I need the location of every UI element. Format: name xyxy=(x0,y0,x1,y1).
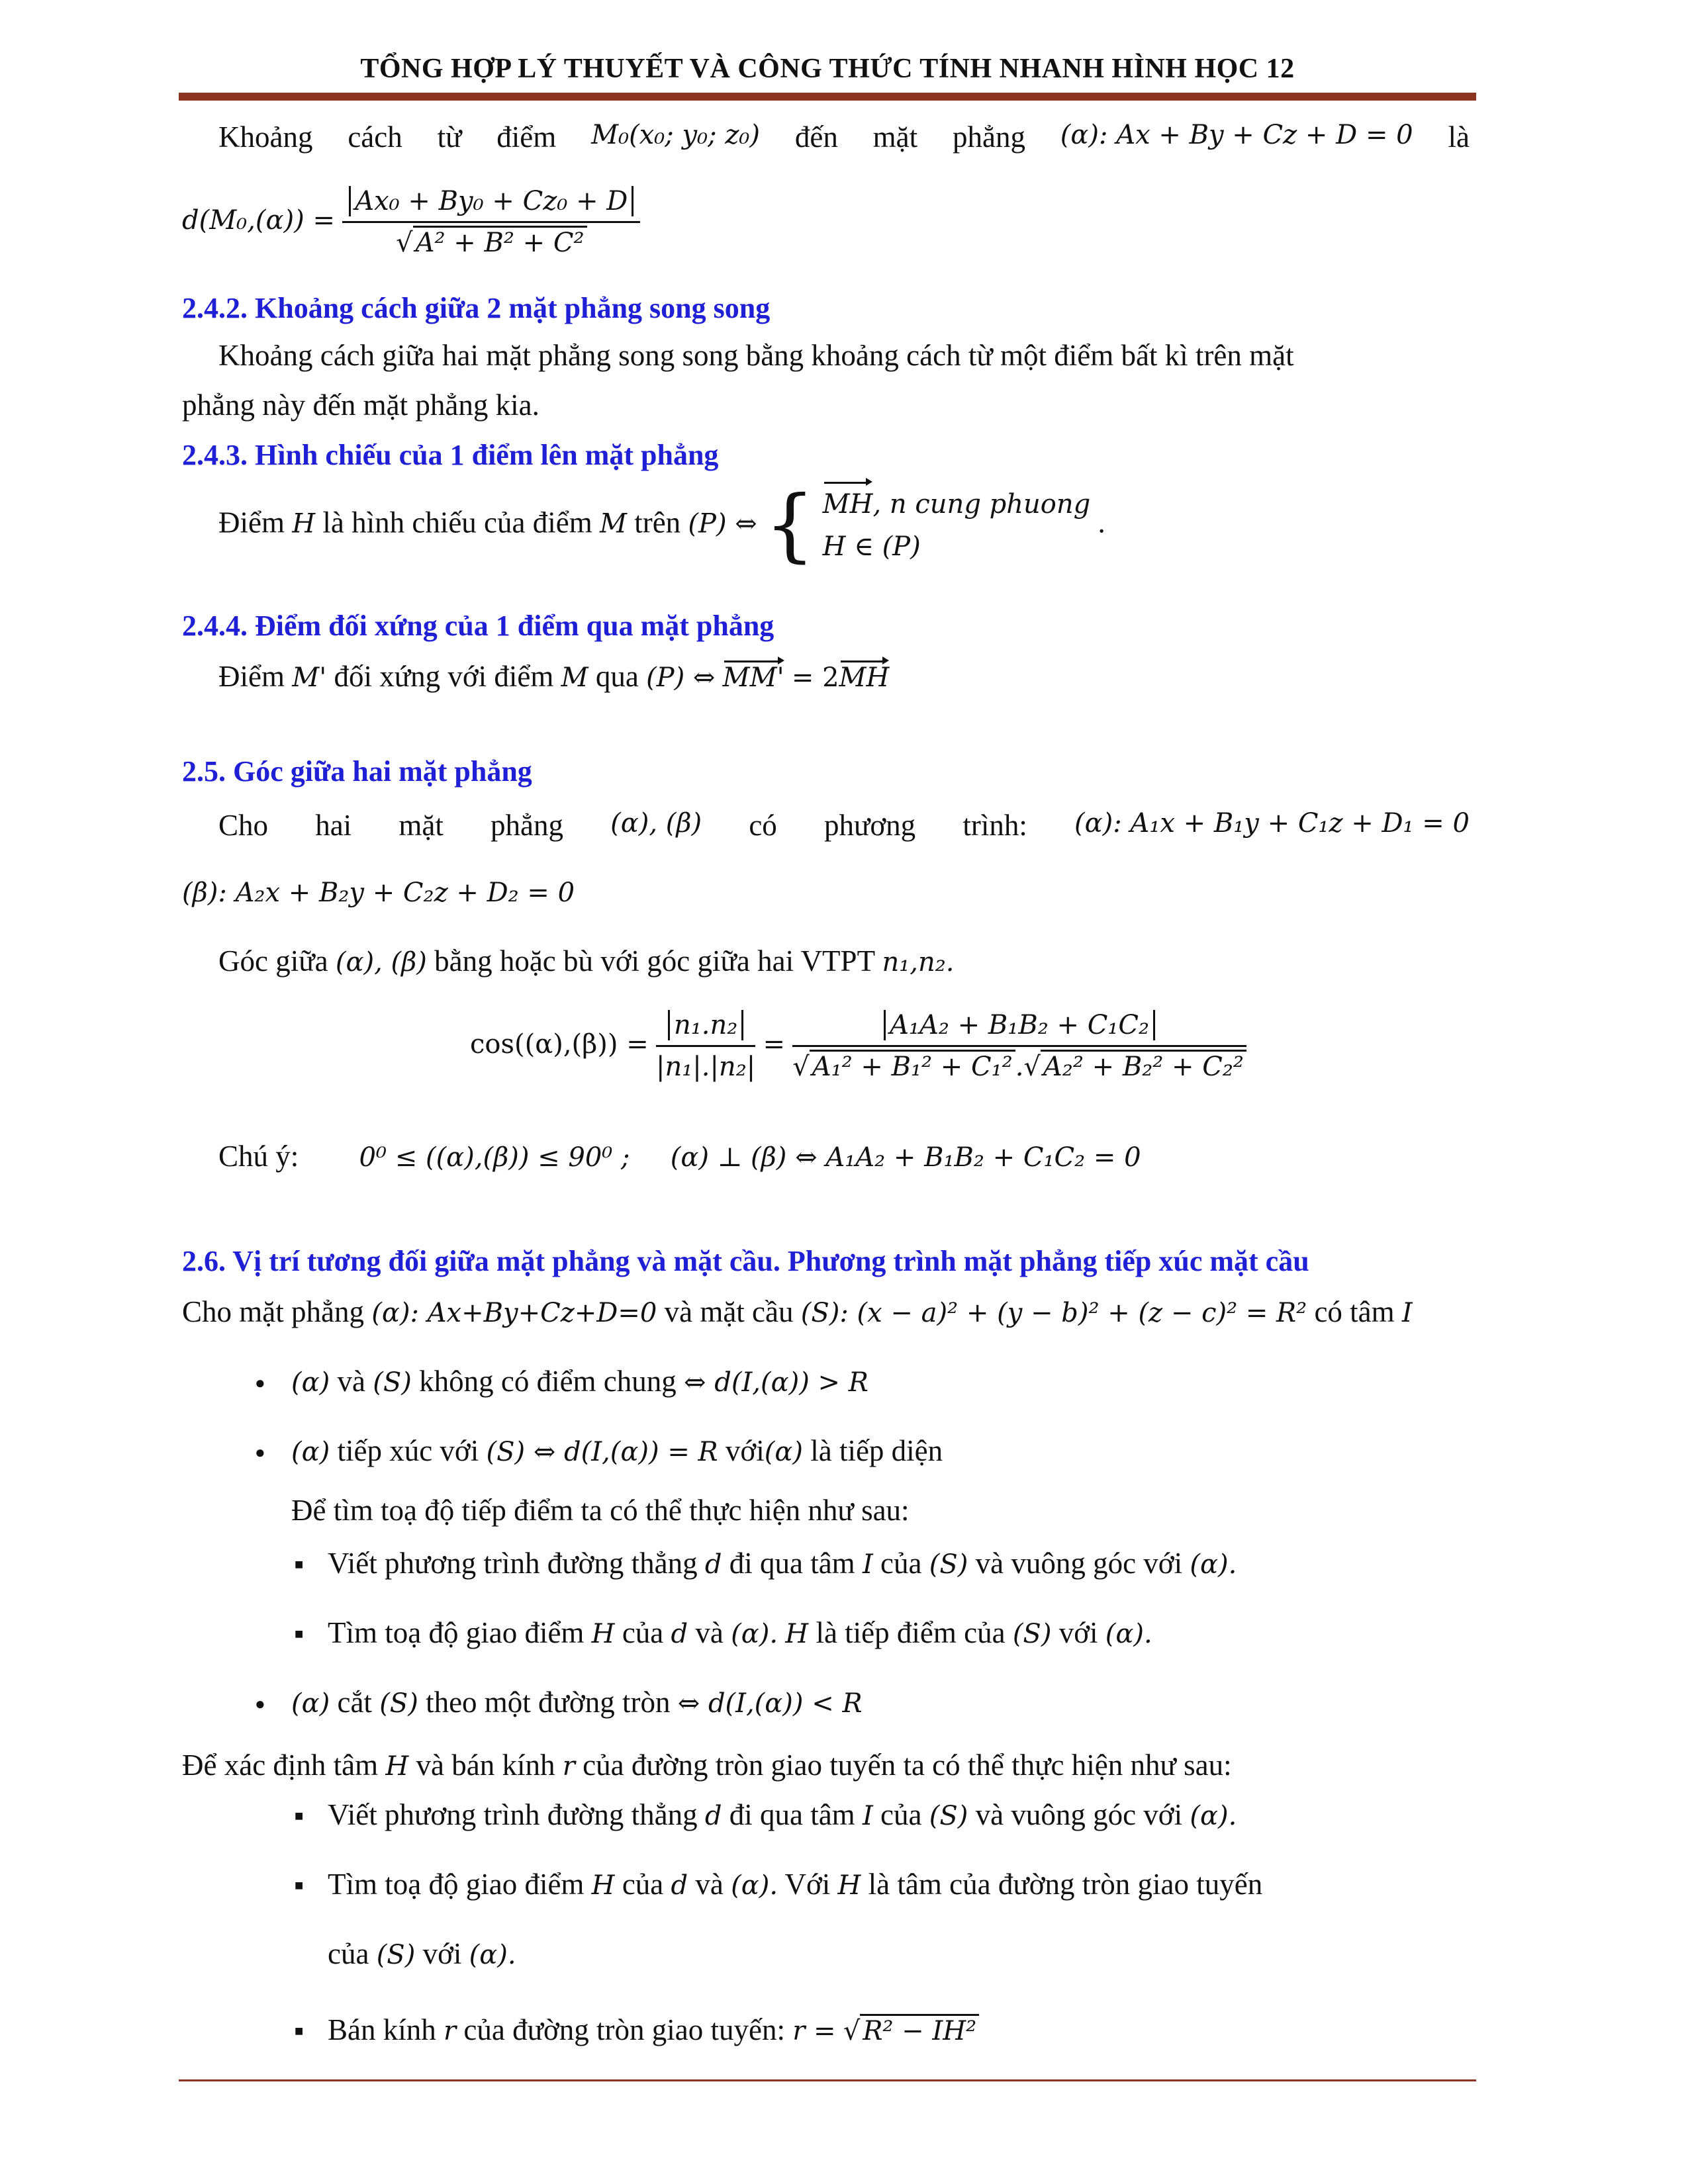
condition-1: , n cung phuong xyxy=(872,489,1091,520)
math: r = xyxy=(792,2016,836,2046)
perpendicular-condition: (α) ⊥ (β) ⇔ A₁A₂ + B₁B₂ + C₁C₂ = 0 xyxy=(670,1142,1141,1173)
cos-frac2-numerator: A₁A₂ + B₁B₂ + C₁C₂ xyxy=(884,1010,1155,1040)
text: Viết phương trình đường thẳng xyxy=(328,1798,698,1831)
cos-frac1-numerator: n₁.n₂ xyxy=(668,1010,743,1040)
equals-sign: = xyxy=(763,1028,785,1060)
text: và xyxy=(695,1868,724,1901)
text: của xyxy=(622,1868,664,1901)
math: (S) ⇔ d(I,(α)) = R xyxy=(486,1437,718,1467)
sphere-intro-line xyxy=(182,1294,1413,1330)
word: Cho xyxy=(218,809,269,842)
word: phẳng xyxy=(491,809,563,842)
math: (α). xyxy=(1105,1619,1152,1649)
math: (α) xyxy=(291,1688,330,1719)
math: I xyxy=(862,1549,873,1580)
word: đến xyxy=(794,120,838,154)
text: Điểm xyxy=(218,506,285,539)
symmetric-point-line xyxy=(218,659,889,694)
word: trình: xyxy=(962,809,1027,842)
parallel-planes-text-2: phẳng này đến mặt phẳng kia. xyxy=(182,388,539,422)
math: √ R² − IH² xyxy=(843,2014,979,2046)
text: của đường tròn giao tuyến: xyxy=(463,2013,785,2046)
text: tiếp xúc với xyxy=(337,1434,479,1467)
math: H xyxy=(591,1619,615,1649)
text: đi qua tâm xyxy=(729,1798,855,1831)
text: với xyxy=(1058,1616,1098,1649)
cos-frac2-denominator-a: A₁² + B₁² + C₁² xyxy=(810,1050,1015,1082)
text: đi qua tâm xyxy=(729,1547,855,1580)
heading-2-5: 2.5. Góc giữa hai mặt phẳng xyxy=(182,755,532,788)
heading-2-6: 2.6. Vị trí tương đối giữa mặt phẳng và mặt cầu. Phương trình mặt phẳng tiếp xúc mặt cầu xyxy=(182,1245,1309,1277)
math: (α). xyxy=(1190,1801,1237,1831)
text: và mặt cầu xyxy=(664,1295,794,1328)
math: (α). xyxy=(731,1619,778,1649)
math: I xyxy=(862,1801,873,1831)
text: là hình chiếu của điểm xyxy=(322,506,592,539)
step-find-circle-center-cont xyxy=(328,1936,516,1972)
distance-formula xyxy=(182,185,640,259)
plane-equation: (α): Ax + By + Cz + D = 0 xyxy=(1060,120,1413,150)
cos-frac1-denominator: |n₁|.|n₂| xyxy=(655,1052,756,1082)
text: của xyxy=(622,1616,664,1649)
page-header-title: TỔNG HỢP LÝ THUYẾT VÀ CÔNG THỨC TÍNH NHANH HÌNH HỌC 12 xyxy=(360,54,1295,84)
word: mặt xyxy=(399,809,444,842)
math: d xyxy=(704,1801,722,1831)
math: (S) xyxy=(376,1940,416,1970)
bullet-no-common-point xyxy=(291,1363,868,1399)
text: với xyxy=(725,1434,765,1467)
math: H xyxy=(785,1619,809,1649)
note-label: Chú ý: xyxy=(218,1140,299,1173)
tangent-point-note: Để tìm toạ độ tiếp điểm ta có thể thực hiện như sau: xyxy=(291,1494,910,1527)
text: bằng hoặc bù với góc giữa hai VTPT xyxy=(434,944,875,978)
cosine-formula xyxy=(470,1009,1246,1083)
text: trên xyxy=(634,506,681,539)
math: (S) xyxy=(929,1549,968,1580)
point-m0: M₀(x₀; y₀; z₀) xyxy=(591,120,761,150)
math: (α). xyxy=(1190,1549,1237,1580)
text: Tìm toạ độ giao điểm xyxy=(328,1868,585,1901)
math-H: H xyxy=(292,508,316,539)
text: Để xác định tâm xyxy=(182,1749,379,1782)
step-line-through-center-2 xyxy=(328,1797,1237,1833)
math: H xyxy=(591,1870,615,1901)
bullet-intersect-circle xyxy=(291,1684,863,1720)
text: là tiếp điểm của xyxy=(816,1616,1006,1649)
word: cách xyxy=(348,120,402,154)
angle-range: 0⁰ ≤ ((α),(β)) ≤ 90⁰ ; xyxy=(359,1142,630,1173)
equals-two: = 2 xyxy=(791,662,839,693)
word: phương xyxy=(823,809,916,842)
angle-intro-line xyxy=(218,807,1470,843)
step-find-circle-center xyxy=(328,1866,1262,1902)
footer-rule xyxy=(179,2079,1476,2081)
math: (α). xyxy=(731,1870,778,1901)
vector-MH: MH xyxy=(839,662,890,693)
distance-lhs: d(M₀,(α)) = xyxy=(182,205,335,236)
word: từ xyxy=(437,120,462,154)
math: ⇔ d(I,(α)) > R xyxy=(684,1367,868,1398)
text: Với xyxy=(784,1868,831,1901)
parallel-planes-text-1: Khoảng cách giữa hai mặt phẳng song song bằng khoảng cách từ một điểm bất kì trên mặt xyxy=(218,339,1294,372)
math: (α) xyxy=(764,1437,803,1467)
distance-numerator: Ax₀ + By₀ + Cz₀ + D xyxy=(349,186,633,216)
equation-beta: (β): A₂x + B₂y + C₂z + D₂ = 0 xyxy=(182,878,575,908)
cos-fraction-vectors xyxy=(656,1009,755,1083)
text: qua xyxy=(595,660,639,693)
system-brace: { xyxy=(765,479,816,571)
text: theo một đường tròn xyxy=(426,1686,671,1719)
text: và xyxy=(695,1616,724,1649)
math: (α) xyxy=(291,1437,330,1467)
text: của xyxy=(880,1547,922,1580)
word: là xyxy=(1448,120,1470,154)
math: (α) xyxy=(291,1367,330,1398)
cos-fraction-coeffs: $\frac{\text{A₁A₂ + B₁B₂ + C₁C₂}}{\text{√ A₁² + B₁² + C₁² .√ A₂² + B₂² + C₂²}}$ xyxy=(792,1009,1246,1083)
math: r xyxy=(562,1751,575,1782)
math-P: (P) ⇔ xyxy=(646,662,716,693)
condition-2: H ∈ (P) xyxy=(822,531,921,562)
bullet-tangent xyxy=(291,1433,943,1469)
text: là tâm của đường tròn giao tuyến xyxy=(868,1868,1263,1901)
sqrt-symbol: √ xyxy=(396,228,413,258)
text: cắt xyxy=(337,1686,372,1719)
angle-note-line xyxy=(218,1138,1141,1174)
vector-MH: MH xyxy=(823,483,873,525)
math: (S) xyxy=(1012,1619,1052,1649)
word: Khoảng xyxy=(218,120,313,154)
heading-2-4-3: 2.4.3. Hình chiếu của 1 điểm lên mặt phẳng xyxy=(182,439,719,471)
text: và vuông góc với xyxy=(975,1798,1183,1831)
plane-equation: (α): Ax+By+Cz+D=0 xyxy=(371,1298,657,1328)
cos-frac2-denominator-b: A₂² + B₂² + C₂² xyxy=(1041,1050,1246,1082)
math: ⇔ d(I,(α)) < R xyxy=(677,1688,863,1719)
math: d xyxy=(671,1870,688,1901)
text: Cho mặt phẳng xyxy=(182,1295,364,1328)
step-find-tangent-point xyxy=(328,1615,1152,1651)
word: điểm xyxy=(496,120,557,154)
planes-alpha-beta: (α), (β) xyxy=(335,947,427,978)
math: r xyxy=(444,2016,457,2046)
math: (α). xyxy=(469,1940,516,1970)
text: và xyxy=(337,1365,365,1398)
text: đối xứng với điểm xyxy=(334,660,554,693)
equation-alpha: (α): A₁x + B₁y + C₁z + D₁ = 0 xyxy=(1074,808,1470,839)
math-M: M xyxy=(561,662,588,693)
heading-2-4-2: 2.4.2. Khoảng cách giữa 2 mặt phẳng song song xyxy=(182,292,771,324)
sphere-equation: (S): (x − a)² + (y − b)² + (z − c)² = R² xyxy=(800,1298,1307,1328)
distance-fraction xyxy=(342,185,640,259)
math: d xyxy=(671,1619,688,1649)
center-I: I xyxy=(1401,1298,1413,1328)
step-circle-radius xyxy=(328,2012,979,2048)
text: là tiếp diện xyxy=(810,1434,943,1467)
word: có xyxy=(749,809,777,842)
text: Viết phương trình đường thẳng xyxy=(328,1547,698,1580)
text: của xyxy=(328,1937,369,1970)
text: Góc giữa xyxy=(218,944,328,978)
text: của đường tròn giao tuyến ta có thể thực hiện như sau: xyxy=(583,1749,1232,1782)
math-Mprime: M' xyxy=(292,662,327,693)
normal-vectors: n₁,n₂. xyxy=(882,947,955,978)
math: (S) xyxy=(929,1801,968,1831)
radius-radicand: R² − IH² xyxy=(860,2014,979,2046)
math-M: M xyxy=(599,508,627,539)
math: d xyxy=(704,1549,722,1580)
math: (S) xyxy=(373,1367,412,1398)
math: H xyxy=(385,1751,409,1782)
text: Bán kính xyxy=(328,2013,436,2046)
math: (S) xyxy=(379,1688,418,1719)
text: không có điểm chung xyxy=(419,1365,677,1398)
word: hai xyxy=(315,809,352,842)
text: với xyxy=(422,1937,462,1970)
word: phẳng xyxy=(952,120,1025,154)
distance-denominator: A² + B² + C² xyxy=(413,226,587,258)
projection-system xyxy=(823,483,1091,568)
math-P: (P) ⇔ xyxy=(688,508,757,539)
math: H xyxy=(837,1870,861,1901)
projection-line xyxy=(218,479,1105,571)
word: mặt xyxy=(872,120,918,154)
angle-definition-line xyxy=(218,943,955,979)
period: . xyxy=(1098,506,1105,539)
text: và bán kính xyxy=(416,1749,555,1782)
cos-lhs: cos((α),(β)) = xyxy=(470,1028,649,1060)
text: và vuông góc với xyxy=(975,1547,1183,1580)
text: có tâm xyxy=(1314,1295,1395,1328)
planes-alpha-beta: (α), (β) xyxy=(610,808,702,839)
heading-2-4-4: 2.4.4. Điểm đối xứng của 1 điểm qua mặt phẳng xyxy=(182,610,774,642)
vector-MMprime: MM' xyxy=(722,662,784,693)
text: Tìm toạ độ giao điểm xyxy=(328,1616,585,1649)
circle-intro-line xyxy=(182,1747,1232,1783)
header-rule xyxy=(179,93,1476,101)
text: của xyxy=(880,1798,922,1831)
step-line-through-center xyxy=(328,1545,1237,1581)
text: Điểm xyxy=(218,660,285,693)
dist-intro-line xyxy=(218,119,1470,155)
